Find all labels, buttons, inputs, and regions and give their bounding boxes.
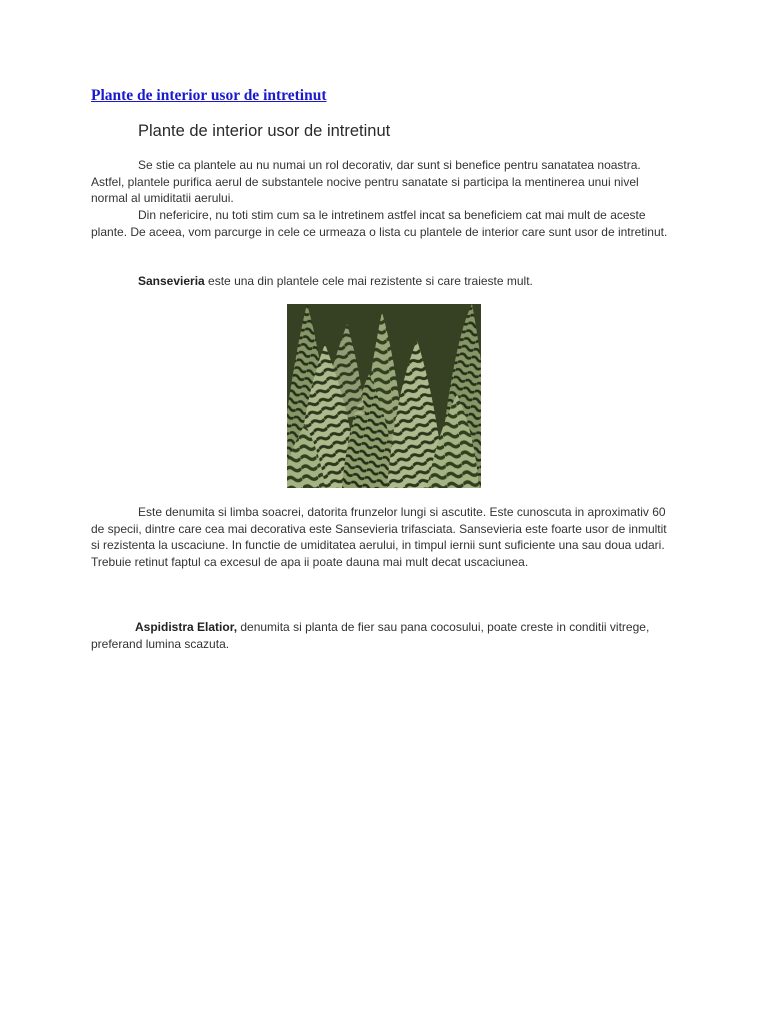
sansevieria-intro-text: este una din plantele cele mai rezistente si care traieste mult. [204, 274, 533, 288]
title-link[interactable]: Plante de interior usor de intretinut [91, 87, 327, 104]
sansevieria-leaves-illustration [287, 304, 481, 488]
sansevieria-photo [287, 304, 481, 488]
aspidistra-text: denumita si planta de fier sau pana cocosului, poate creste in conditii vitrege, preferand lumina scazuta. [91, 620, 650, 651]
page-heading: Plante de interior usor de intretinut [138, 122, 391, 140]
paragraph-sansevieria-intro [91, 273, 673, 290]
plant-name-aspidistra: Aspidistra Elatior, [135, 620, 238, 634]
paragraph-intro: Se stie ca plantele au nu numai un rol decorativ, dar sunt si benefice pentru sanatatea noastra. Astfel, plantele purifica aerul de substantele nocive pentru sanatate si participa la mentinerea unui nivel normal al umiditatii aerului. [91, 158, 641, 205]
plant-name-sansevieria: Sansevieria [138, 274, 205, 288]
paragraph-aspidistra [91, 619, 673, 652]
paragraph-sansevieria-details: Este denumita si limba soacrei, datorita frunzelor lungi si ascutite. Este cunoscuta in aproximativ 60 de specii, dintre care cea mai decorativa este Sansevieria trifasciata. Sansevieria este foarte usor de inmultit si rezistenta la uscaciune. In functie de umiditatea aerului, in timpul iernii sunt suficiente una sau doua udari. Trebuie retinut faptul ca excesul de apa ii poate dauna mai mult decat uscaciunea. [91, 505, 667, 569]
paragraph-care: Din nefericire, nu toti stim cum sa le intretinem astfel incat sa beneficiem cat mai mult de aceste plante. De aceea, vom parcurge in cele ce urmeaza o lista cu plantele de interior care sunt usor de intretinut. [91, 208, 668, 239]
